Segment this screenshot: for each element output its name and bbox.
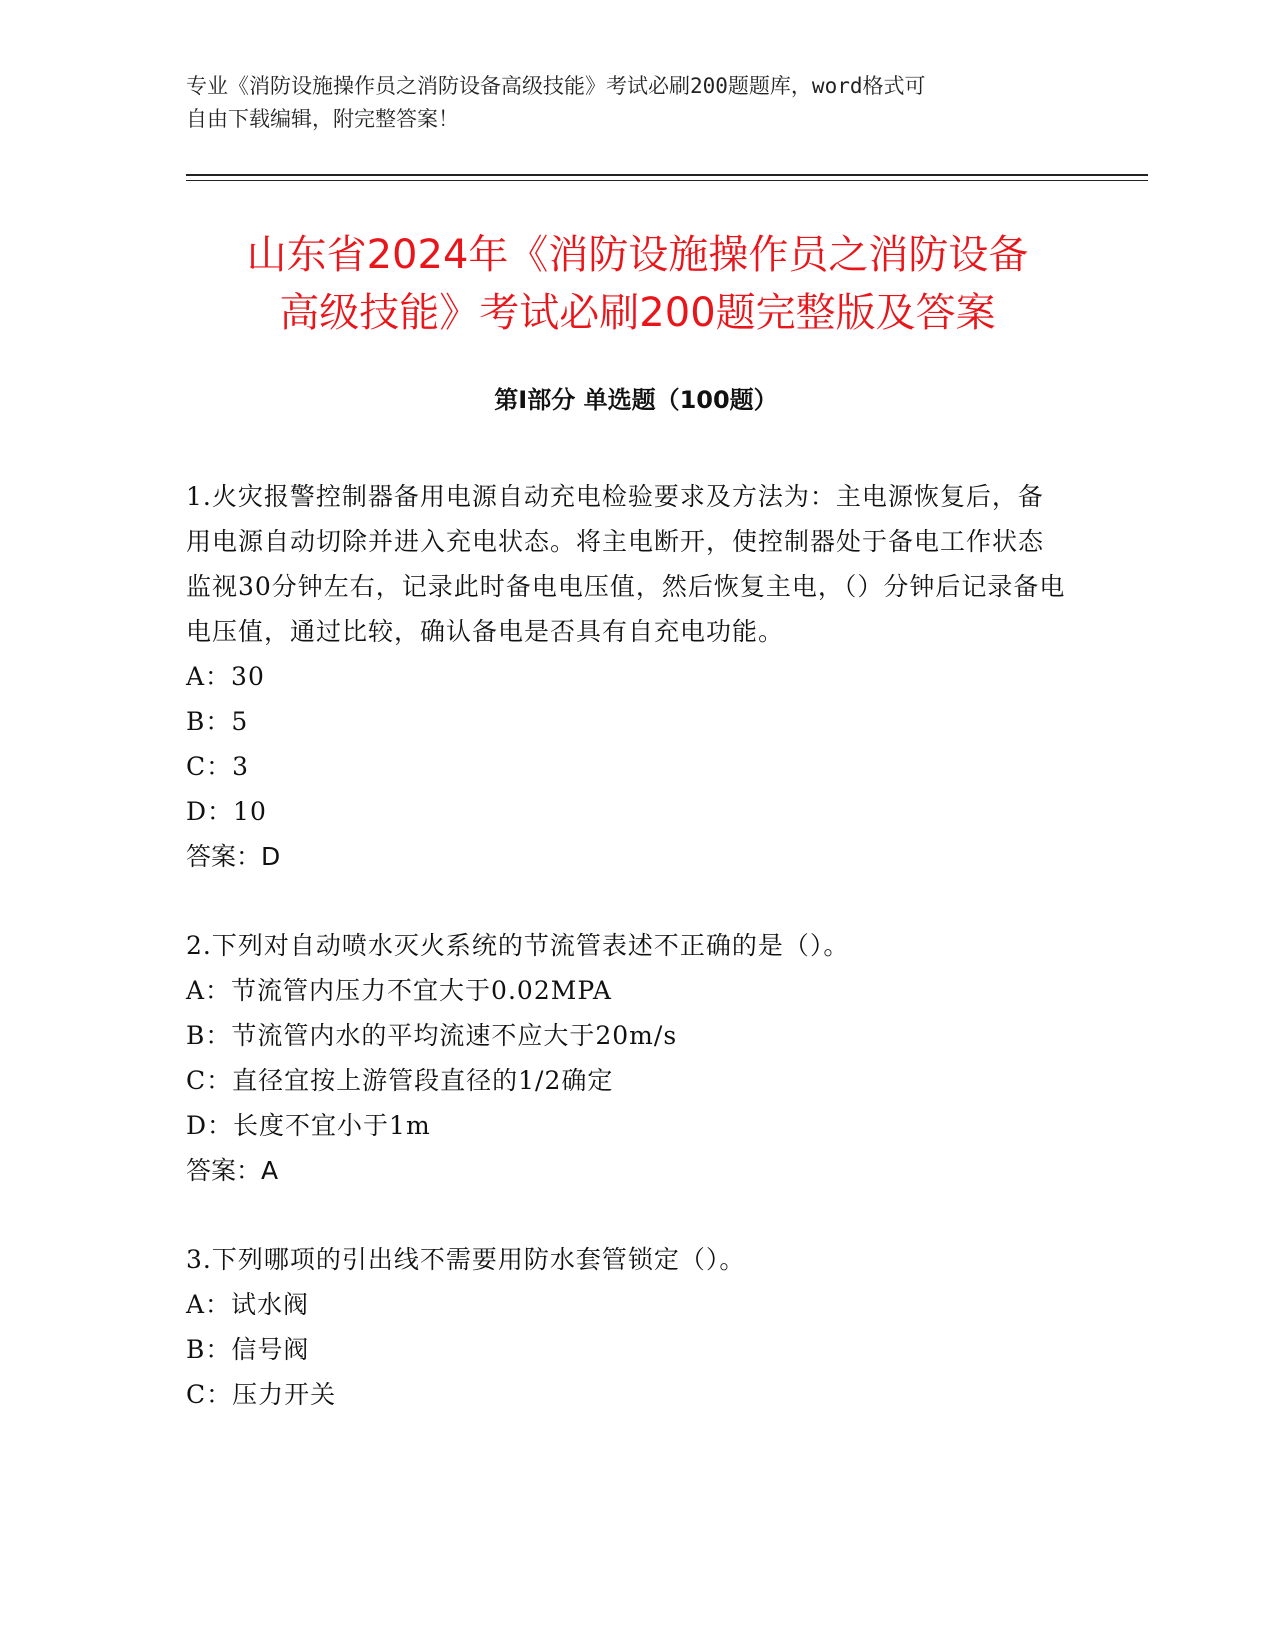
option-d: D：长度不宜小于1m — [186, 1111, 431, 1140]
question-stem: 2.下列对自动喷水灭火系统的节流管表述不正确的是（）。 — [186, 931, 850, 960]
option-b: B：节流管内水的平均流速不应大于20m/s — [186, 1021, 678, 1050]
answer: 答案：A — [186, 1156, 279, 1185]
header-note — [186, 70, 1086, 136]
document-title — [150, 226, 1125, 342]
option-b: B：信号阀 — [186, 1335, 310, 1364]
question-list — [186, 474, 1066, 1461]
option-c: C：3 — [186, 752, 250, 781]
document-title-line-1: 山东省2024年《消防设施操作员之消防设备 — [246, 232, 1029, 278]
header-note-line-2: 自由下载编辑，附完整答案！ — [186, 107, 459, 131]
option-a: A：节流管内压力不宜大于0.02MPA — [186, 976, 612, 1005]
question-1 — [186, 474, 1066, 879]
question-3 — [186, 1237, 1066, 1417]
question-2 — [186, 923, 1066, 1193]
option-c: C：直径宜按上游管段直径的1/2确定 — [186, 1066, 614, 1095]
question-stem: 1.火灾报警控制器备用电源自动充电检验要求及方法为：主电源恢复后，备用电源自动切除并进入充电状态。将主电断开，使控制器处于备电工作状态监视30分钟左右，记录此时备电电压值，然后恢复主电，（）分钟后记录备电电压值，通过比较，确认备电是否具有自充电功能。 — [186, 482, 1066, 646]
option-c: C：压力开关 — [186, 1380, 337, 1409]
header-divider-thin — [186, 180, 1148, 181]
option-d: D：10 — [186, 797, 267, 826]
document-title-line-2: 高级技能》考试必刷200题完整版及答案 — [279, 290, 996, 336]
question-stem: 3.下列哪项的引出线不需要用防水套管锁定（）。 — [186, 1245, 746, 1274]
option-a: A：30 — [186, 662, 265, 691]
section-heading: 第Ⅰ部分 单选题（100题） — [494, 386, 778, 414]
option-a: A：试水阀 — [186, 1290, 310, 1319]
header-divider-thick — [186, 174, 1148, 176]
option-b: B：5 — [186, 707, 249, 736]
header-note-line-1: 专业《消防设施操作员之消防设备高级技能》考试必刷200题题库，word格式可 — [186, 74, 926, 98]
answer: 答案：D — [186, 842, 281, 871]
